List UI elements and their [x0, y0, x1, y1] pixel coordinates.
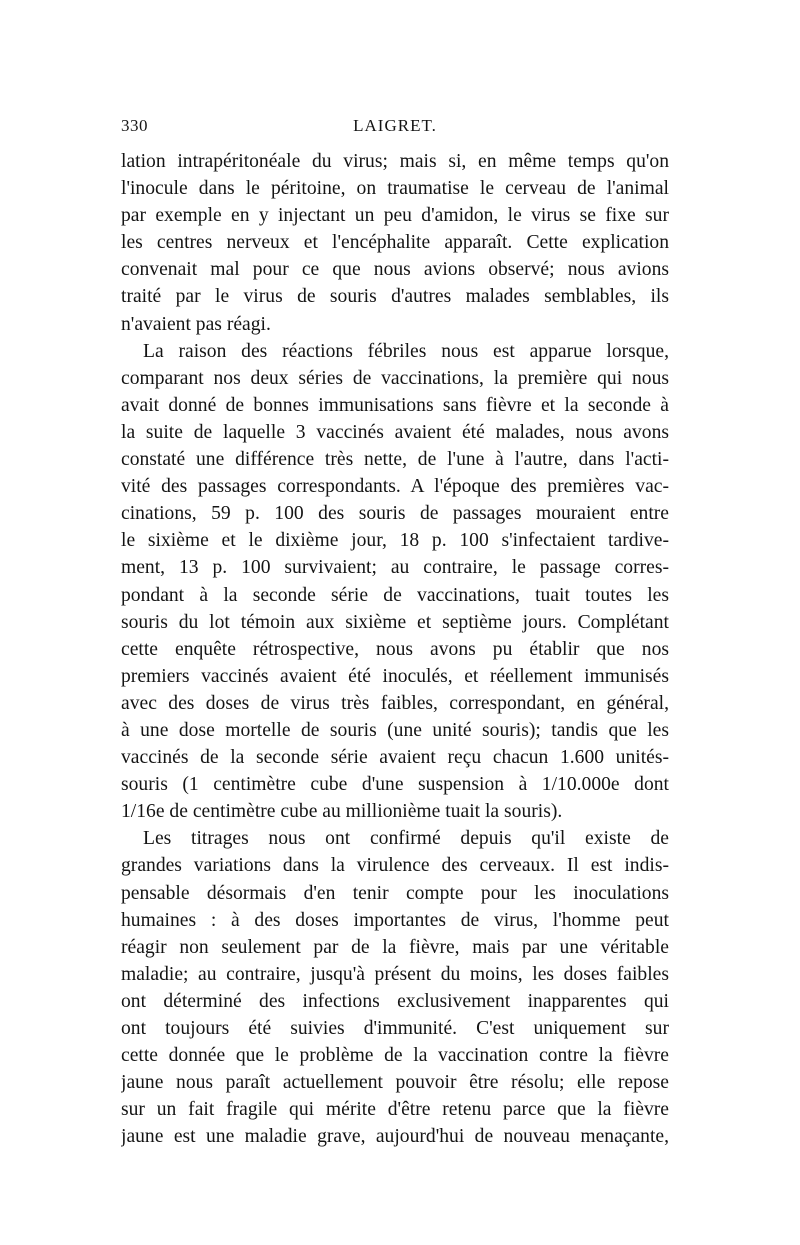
text-line: La raison des réactions fébriles nous est apparue lorsque,: [143, 340, 669, 362]
text-line: convenait mal pour ce que nous avions observé; nous avions: [121, 259, 669, 281]
text-line: ont toujours été suivies d'immunité. C'est uniquement sur: [121, 1018, 669, 1039]
text-line: premiers vaccinés avaient été inoculés, et réellement immunisés: [121, 665, 669, 687]
text-line: sur un fait fragile qui mérite d'être retenu parce que la fièvre: [121, 1099, 669, 1121]
running-head: [121, 116, 669, 146]
text-line: 1/16e de centimètre cube au millionième tuait la souris).: [121, 801, 563, 823]
text-line: avec des doses de virus très faibles, correspondant, en général,: [121, 692, 669, 714]
text-line: cinations, 59 p. 100 des souris de passages mouraient entre: [121, 503, 669, 525]
running-title: LAIGRET.: [353, 116, 437, 135]
text-line: humaines : à des doses importantes de virus, l'homme peut: [121, 909, 669, 931]
page-number: 330: [121, 116, 148, 135]
book-page: [121, 116, 669, 1150]
text-line: cette donnée que le problème de la vaccination contre la fièvre: [121, 1045, 669, 1067]
text-line: Les titrages nous ont confirmé depuis qu'il existe de: [143, 828, 669, 850]
text-line: souris (1 centimètre cube d'une suspension à 1/10.000e dont: [121, 774, 669, 796]
text-line: vaccinés de la seconde série avaient reçu chacun 1.600 unités-: [121, 747, 669, 769]
text-line: vité des passages correspondants. A l'époque des premières vac-: [121, 476, 669, 498]
text-line: maladie; au contraire, jusqu'à présent du moins, les doses faibles: [121, 963, 669, 985]
text-line: l'inocule dans le péritoine, on traumatise le cerveau de l'animal: [121, 178, 669, 200]
text-line: à une dose mortelle de souris (une unité souris); tandis que les: [121, 719, 669, 741]
text-line: jaune nous paraît actuellement pouvoir être résolu; elle repose: [121, 1072, 669, 1094]
text-line: la suite de laquelle 3 vaccinés avaient été malades, nous avons: [121, 421, 669, 443]
text-line: pondant à la seconde série de vaccinations, tuait toutes les: [121, 584, 669, 606]
text-line: traité par le virus de souris d'autres malades semblables, ils: [121, 286, 669, 308]
text-line: ment, 13 p. 100 survivaient; au contraire, le passage corres-: [121, 557, 669, 579]
text-line: n'avaient pas réagi.: [121, 313, 271, 335]
text-line: réagir non seulement par de la fièvre, mais par une véritable: [121, 936, 669, 958]
text-line: ont déterminé des infections exclusivement inapparentes qui: [121, 990, 669, 1012]
text-line: les centres nerveux et l'encéphalite apparaît. Cette explication: [121, 232, 669, 254]
text-line: souris du lot témoin aux sixième et septième jours. Complétant: [121, 611, 669, 633]
text-line: par exemple en y injectant un peu d'amidon, le virus se fixe sur: [121, 205, 669, 227]
text-line: constaté une différence très nette, de l'une à l'autre, dans l'acti-: [121, 449, 669, 471]
text-line: comparant nos deux séries de vaccinations, la première qui nous: [121, 367, 669, 389]
text-line: jaune est une maladie grave, aujourd'hui de nouveau menaçante,: [121, 1126, 669, 1148]
text-line: cette enquête rétrospective, nous avons pu établir que nos: [121, 638, 669, 660]
text-line: le sixième et le dixième jour, 18 p. 100 s'infectaient tardive-: [121, 530, 669, 552]
text-line: pensable désormais d'en tenir compte pour les inoculations: [121, 882, 669, 904]
text-line: grandes variations dans la virulence des cerveaux. Il est indis-: [121, 855, 669, 877]
body-text: [121, 148, 669, 1150]
text-line: avait donné de bonnes immunisations sans fièvre et la seconde à: [121, 394, 669, 416]
text-line: lation intrapéritonéale du virus; mais si, en même temps qu'on: [121, 151, 669, 172]
